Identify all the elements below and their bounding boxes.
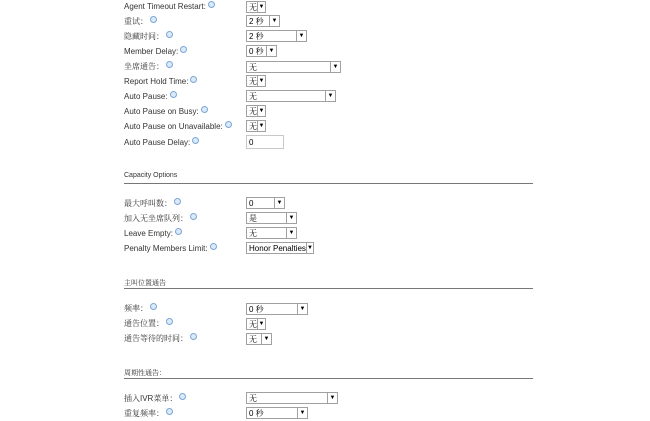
field-label: Agent Timeout Restart:: [124, 2, 206, 11]
chevron-down-icon: ▼: [330, 62, 340, 72]
member-delay-select[interactable]: 0 秒 ▼: [246, 45, 277, 57]
auto-pause-busy-select[interactable]: 无 ▼: [246, 105, 266, 117]
help-icon[interactable]: [208, 1, 215, 8]
chevron-down-icon: ▼: [266, 46, 276, 56]
section-divider: [124, 288, 533, 289]
help-icon[interactable]: [150, 16, 157, 23]
auto-pause-select[interactable]: 无 ▼: [246, 90, 336, 102]
chevron-down-icon: ▼: [258, 4, 265, 10]
field-label: Leave Empty:: [124, 229, 173, 238]
join-empty-select[interactable]: 是 ▼: [246, 212, 297, 224]
help-icon[interactable]: [175, 228, 182, 235]
help-icon[interactable]: [190, 213, 197, 220]
chevron-down-icon: ▼: [286, 228, 296, 238]
help-icon[interactable]: [174, 198, 181, 205]
chevron-down-icon: ▼: [258, 108, 265, 114]
chevron-down-icon: ▼: [269, 16, 279, 26]
help-icon[interactable]: [150, 303, 157, 310]
field-label: Auto Pause on Busy:: [124, 107, 199, 116]
section-title-capacity: Capacity Options: [124, 172, 178, 179]
agent-announcement-select[interactable]: 无 ▼: [246, 61, 341, 73]
help-icon[interactable]: [225, 121, 232, 128]
field-label: 最大呼叫数：: [124, 199, 172, 208]
chevron-down-icon: ▼: [296, 31, 306, 41]
field-label: 加入无坐席队列：: [124, 214, 188, 223]
help-icon[interactable]: [192, 137, 199, 144]
frequency-select[interactable]: 0 秒 ▼: [246, 303, 308, 315]
field-label: 通告等待的时间：: [124, 334, 188, 343]
chevron-down-icon: ▼: [274, 198, 284, 208]
leave-empty-select[interactable]: 无 ▼: [246, 227, 297, 239]
field-label: 通告位置：: [124, 319, 164, 328]
chevron-down-icon: ▼: [327, 393, 337, 403]
chevron-down-icon: ▼: [325, 91, 335, 101]
field-label: Penalty Members Limit:: [124, 244, 208, 253]
chevron-down-icon: ▼: [297, 408, 307, 418]
announce-hold-time-select[interactable]: 无 ▼: [246, 333, 272, 345]
help-icon[interactable]: [170, 91, 177, 98]
field-label: 重复频率：: [124, 409, 164, 418]
help-icon[interactable]: [166, 408, 173, 415]
field-label: Member Delay:: [124, 47, 179, 56]
help-icon[interactable]: [201, 106, 208, 113]
repeat-frequency-select[interactable]: 0 秒 ▼: [246, 407, 308, 419]
report-hold-time-select[interactable]: 无 ▼: [246, 75, 266, 87]
chevron-down-icon: ▼: [258, 123, 265, 129]
field-label: 隐藏时间：: [124, 32, 164, 41]
ivr-menu-select[interactable]: 无 ▼: [246, 392, 338, 404]
chevron-down-icon: ▼: [286, 213, 296, 223]
field-label: 重试：: [124, 17, 148, 26]
chevron-down-icon: ▼: [258, 321, 265, 327]
field-label: Auto Pause Delay:: [124, 138, 191, 147]
chevron-down-icon: ▼: [261, 334, 271, 344]
chevron-down-icon: ▼: [258, 78, 265, 84]
help-icon[interactable]: [166, 61, 173, 68]
help-icon[interactable]: [166, 318, 173, 325]
auto-pause-unavailable-select[interactable]: 无 ▼: [246, 120, 266, 132]
chevron-down-icon: ▼: [297, 304, 307, 314]
field-label: 插入IVR菜单：: [124, 394, 178, 403]
help-icon[interactable]: [179, 393, 186, 400]
penalty-members-limit-select[interactable]: Honor Penalties ▼: [246, 242, 314, 254]
help-icon[interactable]: [166, 31, 173, 38]
announce-position-select[interactable]: 无 ▼: [246, 318, 266, 330]
help-icon[interactable]: [190, 76, 197, 83]
field-label: Report Hold Time:: [124, 77, 189, 86]
agent-timeout-restart-select[interactable]: 无 ▼: [246, 1, 266, 13]
section-title-caller-position: 主叫位置通告: [124, 280, 166, 287]
max-callers-select[interactable]: 0 ▼: [246, 197, 285, 209]
field-label: 坐席通告：: [124, 62, 164, 71]
help-icon[interactable]: [210, 243, 217, 250]
section-title-periodic: 周期性通告：: [124, 370, 166, 377]
field-label: 频率：: [124, 304, 148, 313]
chevron-down-icon: ▼: [306, 245, 313, 251]
field-label: Auto Pause on Unavailable:: [124, 122, 223, 131]
help-icon[interactable]: [190, 333, 197, 340]
section-divider: [124, 183, 533, 184]
hide-time-select[interactable]: 2 秒 ▼: [246, 30, 307, 42]
retry-select[interactable]: 2 秒 ▼: [246, 15, 280, 27]
section-divider: [124, 378, 533, 379]
help-icon[interactable]: [180, 46, 187, 53]
field-label: Auto Pause:: [124, 92, 168, 101]
auto-pause-delay-input[interactable]: 0: [246, 135, 284, 149]
